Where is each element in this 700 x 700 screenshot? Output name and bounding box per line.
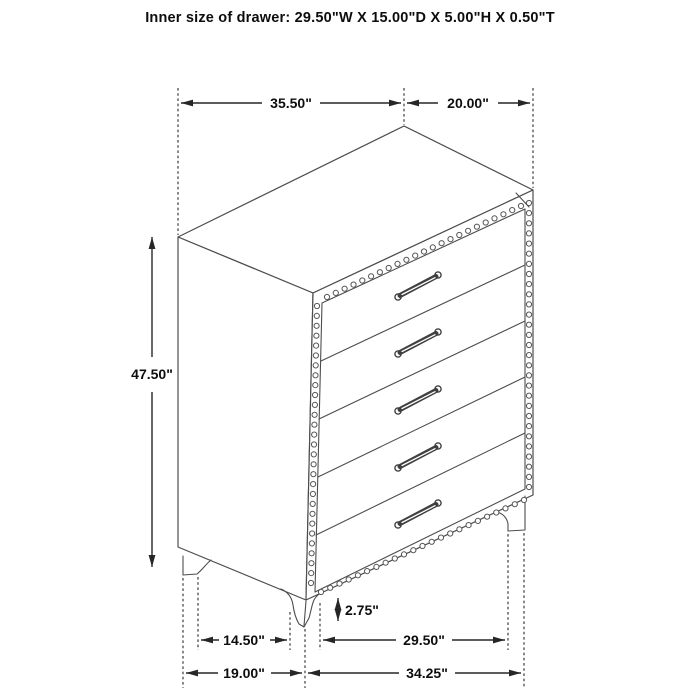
nailhead-stud <box>439 241 444 246</box>
nailhead-stud <box>351 282 356 287</box>
nailhead-stud <box>526 373 531 378</box>
nailhead-stud <box>430 245 435 250</box>
nailhead-stud <box>448 531 453 536</box>
nailhead-stud <box>365 569 370 574</box>
nailhead-stud <box>314 303 319 308</box>
nailhead-stud <box>310 501 315 506</box>
nailhead-stud <box>521 497 526 502</box>
front-left-foot-edge <box>304 601 306 626</box>
dim-legs-inner-depth <box>201 632 287 648</box>
nailhead-stud <box>526 241 531 246</box>
nailhead-stud <box>355 573 360 578</box>
nailhead-stud <box>503 506 508 511</box>
nailhead-stud <box>318 589 323 594</box>
nailhead-stud <box>401 552 406 557</box>
nailhead-stud <box>386 265 391 270</box>
nailhead-stud <box>526 282 531 287</box>
nailhead-stud <box>474 224 479 229</box>
nailhead-stud <box>312 412 317 417</box>
dim-overall-height <box>131 237 173 567</box>
nailhead-stud <box>526 261 531 266</box>
nailhead-stud <box>526 464 531 469</box>
nailhead-stud <box>457 527 462 532</box>
nailhead-stud <box>526 403 531 408</box>
nailhead-stud <box>404 257 409 262</box>
nailhead-stud <box>526 393 531 398</box>
nailhead-stud <box>421 249 426 254</box>
nailhead-stud <box>310 491 315 496</box>
nailhead-stud <box>311 462 316 467</box>
nailhead-stud <box>526 444 531 449</box>
nailhead-stud <box>526 454 531 459</box>
nailhead-stud <box>420 543 425 548</box>
dim-base-depth <box>186 665 302 681</box>
nailhead-stud <box>485 514 490 519</box>
nailhead-stud <box>312 432 317 437</box>
nailhead-stud <box>392 556 397 561</box>
dim-base-width-label: 34.25" <box>406 665 448 681</box>
nailhead-stud <box>313 363 318 368</box>
nailhead-stud <box>526 342 531 347</box>
nailhead-stud <box>526 251 531 256</box>
nailhead-stud <box>310 521 315 526</box>
nailhead-stud <box>313 392 318 397</box>
nailhead-stud <box>526 312 531 317</box>
nailhead-stud <box>383 560 388 565</box>
nailhead-stud <box>526 434 531 439</box>
nailhead-stud <box>311 442 316 447</box>
nailhead-stud <box>308 580 313 585</box>
nailhead-stud <box>526 221 531 226</box>
nailhead-stud <box>314 333 319 338</box>
nailhead-stud <box>526 211 531 216</box>
nailhead-stud <box>342 286 347 291</box>
nailhead-stud <box>309 561 314 566</box>
nailhead-stud <box>314 313 319 318</box>
drawer-inner-size-title: Inner size of drawer: 29.50"W X 15.00"D X 5.00"H X 0.50"T <box>145 10 555 26</box>
dim-overall-width <box>181 95 401 111</box>
nailhead-stud <box>374 564 379 569</box>
nailhead-stud <box>369 274 374 279</box>
nailhead-stud <box>337 581 342 586</box>
dim-overall-width-label: 35.50" <box>270 95 312 111</box>
nailhead-stud <box>526 474 531 479</box>
nailhead-stud <box>346 577 351 582</box>
nailhead-stud <box>312 422 317 427</box>
nailhead-stud <box>526 413 531 418</box>
nailhead-stud <box>510 208 515 213</box>
nailhead-stud <box>475 518 480 523</box>
nailhead-stud <box>311 482 316 487</box>
nailhead-stud <box>438 535 443 540</box>
dim-leg-height <box>338 598 379 621</box>
dim-legs-inner-width <box>323 632 505 648</box>
nailhead-stud <box>526 332 531 337</box>
nailhead-stud <box>311 452 316 457</box>
nailhead-stud <box>492 216 497 221</box>
nailhead-stud <box>360 278 365 283</box>
chest-drawing <box>178 126 533 627</box>
nailhead-stud <box>311 472 316 477</box>
nailhead-stud <box>448 237 453 242</box>
nailhead-stud <box>328 585 333 590</box>
nailhead-stud <box>526 363 531 368</box>
nailhead-stud <box>466 228 471 233</box>
nailhead-stud <box>512 502 517 507</box>
nailhead-stud <box>309 571 314 576</box>
nailhead-stud <box>526 383 531 388</box>
dim-leg-height-label: 2.75" <box>345 602 379 618</box>
nailhead-stud <box>395 261 400 266</box>
dim-base-width <box>308 665 521 681</box>
nailhead-stud <box>526 271 531 276</box>
dim-overall-height-label: 47.50" <box>131 366 173 382</box>
dim-overall-depth-label: 20.00" <box>447 95 489 111</box>
nailhead-stud <box>483 220 488 225</box>
nailhead-stud <box>314 343 319 348</box>
nailhead-stud <box>457 232 462 237</box>
nailhead-stud <box>429 539 434 544</box>
nailhead-stud <box>411 548 416 553</box>
nailhead-stud <box>466 523 471 528</box>
nailhead-stud <box>526 292 531 297</box>
nailhead-stud <box>309 541 314 546</box>
nailhead-stud <box>377 270 382 275</box>
nailhead-stud <box>314 323 319 328</box>
nailhead-stud <box>494 510 499 515</box>
nailhead-stud <box>313 383 318 388</box>
nailhead-stud <box>526 322 531 327</box>
nailhead-stud <box>526 353 531 358</box>
nailhead-stud <box>526 484 531 489</box>
nailhead-stud <box>526 424 531 429</box>
nailhead-stud <box>526 231 531 236</box>
nailhead-stud <box>313 353 318 358</box>
nailhead-stud <box>333 290 338 295</box>
nailhead-stud <box>312 402 317 407</box>
nailhead-stud <box>309 551 314 556</box>
dim-legs-inner-depth-label: 14.50" <box>223 632 265 648</box>
nailhead-stud <box>526 200 531 205</box>
chest-side-panel <box>178 237 313 600</box>
nailhead-stud <box>518 203 523 208</box>
nailhead-stud <box>501 212 506 217</box>
dim-base-depth-label: 19.00" <box>223 665 265 681</box>
nailhead-stud <box>310 531 315 536</box>
nailhead-stud <box>324 294 329 299</box>
nailhead-stud <box>413 253 418 258</box>
dim-overall-depth <box>407 95 530 111</box>
nailhead-stud <box>526 302 531 307</box>
nailhead-stud <box>310 511 315 516</box>
dim-legs-inner-width-label: 29.50" <box>403 632 445 648</box>
nailhead-stud <box>313 373 318 378</box>
